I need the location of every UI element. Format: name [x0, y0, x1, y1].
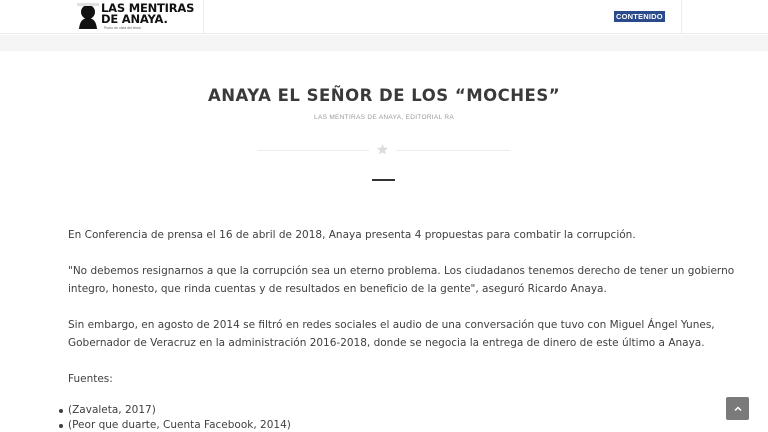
- divider-line-left: [257, 150, 369, 151]
- silhouette-logo-icon: [77, 3, 99, 29]
- logo-text: [101, 3, 194, 25]
- nav-contenido-link[interactable]: CONTENIDO: [616, 12, 663, 21]
- logo-tagline: Punto de vista del lector: [104, 26, 142, 30]
- paragraph: [68, 316, 718, 352]
- sources-list: [68, 403, 718, 432]
- paragraph-line: Sin embargo, en agosto de 2014 se filtró en redes sociales el audio de una conversación que tuvo con Miguel Ángel Yunes,: [68, 319, 715, 331]
- article-title: ANAYA EL SEÑOR DE LOS “MOCHES”: [207, 86, 561, 105]
- scroll-to-top-button[interactable]: [726, 397, 749, 420]
- list-item: (Peor que duarte, Cuenta Facebook, 2014): [68, 418, 718, 432]
- list-item: (Zavaleta, 2017): [68, 403, 718, 418]
- star-icon: [376, 143, 389, 156]
- paragraph-line: integro, honesto, que rinda cuentas y de resultados en beneficio de la gente", aseguró Ricardo Anaya.: [68, 283, 607, 295]
- site-header: [0, 0, 768, 34]
- article-meta: LAS MENTIRAS DE ANAYA, EDITORIAL RA: [314, 114, 454, 121]
- paragraph: En Conferencia de prensa el 16 de abril de 2018, Anaya presenta 4 propuestas para combatir la corrupción.: [68, 229, 636, 241]
- header-divider: [681, 0, 682, 34]
- paragraph-line: Gobernador de Veracruz en la administración 2016-2018, donde se negocia la entrega de dinero de este último a Anaya.: [68, 337, 705, 349]
- divider-line-right: [396, 150, 510, 151]
- article-body: [68, 226, 735, 432]
- quote-paragraph: [68, 262, 735, 298]
- chevron-up-icon: [733, 404, 743, 414]
- header-subbar: [0, 35, 768, 51]
- title-underline: [372, 179, 395, 181]
- sources-heading: Fuentes:: [68, 373, 113, 385]
- site-logo[interactable]: [74, 1, 202, 31]
- paragraph-line: "No debemos resignarnos a que la corrupción sea un eterno problema. Los ciudadanos tenemos derecho de tener un gobierno: [68, 265, 735, 277]
- logo-line-2: DE ANAYA.: [101, 12, 168, 26]
- header-divider: [203, 0, 204, 34]
- logo-line-1: LAS MENTIRAS: [101, 1, 195, 15]
